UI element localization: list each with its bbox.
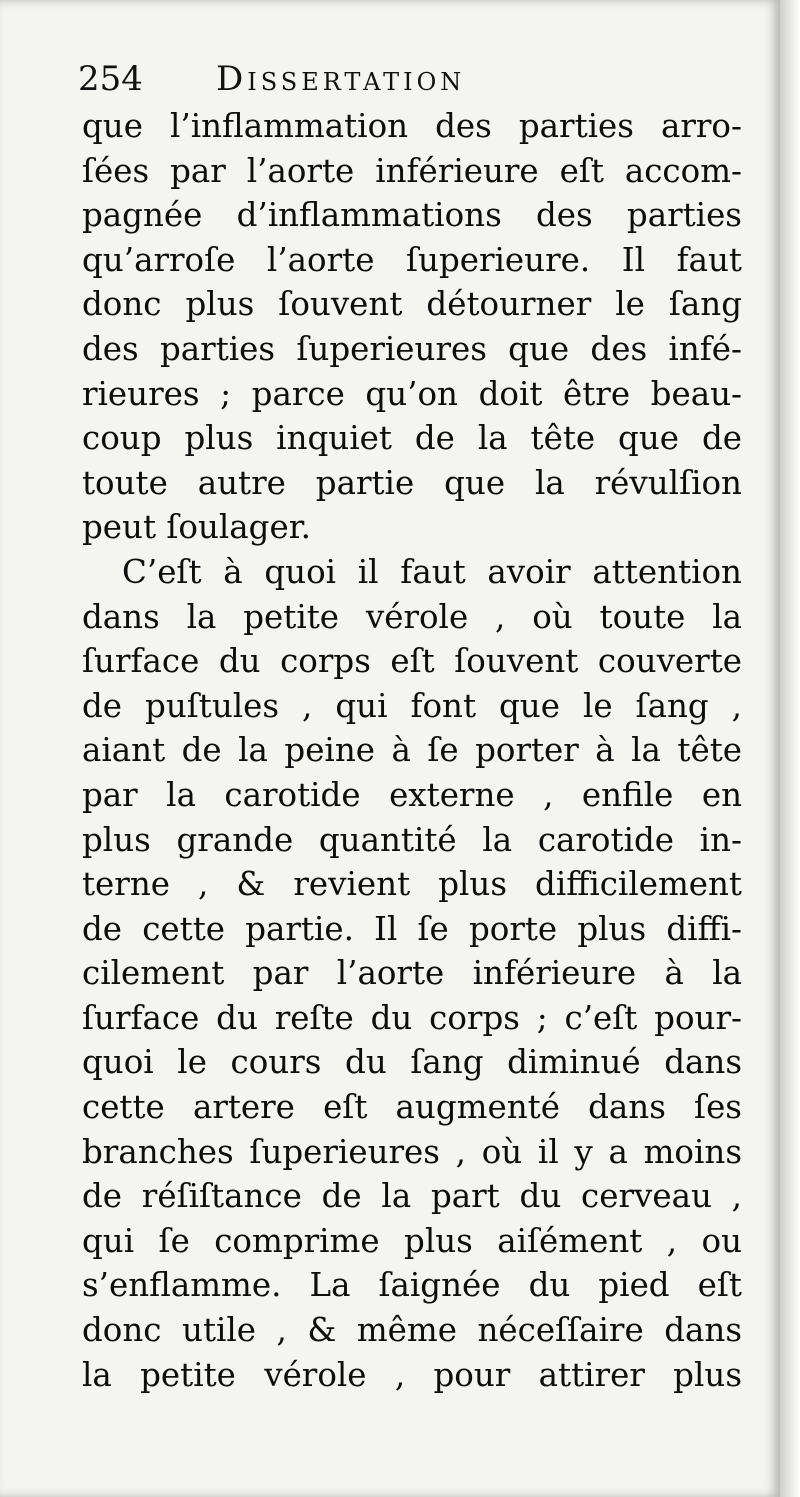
text-line: ſées par l’aorte inférieure eſt accom- xyxy=(82,151,742,190)
text-line: de cette partie. Il ſe porte plus diffi- xyxy=(82,909,742,948)
text-line: toute autre partie que la révulſion xyxy=(82,463,742,502)
text-line: des parties ſuperieures que des infé- xyxy=(82,329,742,368)
text-line: de réſiſtance de la part du cerveau , xyxy=(82,1177,742,1216)
text-line: aiant de la peine à ſe porter à la tête xyxy=(82,731,742,770)
text-line: branches ſuperieures , où il y a moins xyxy=(82,1132,742,1171)
text-line: ſurface du reſte du corps ; c’eſt pour- xyxy=(82,998,742,1037)
text-line: rieures ; parce qu’on doit être beau- xyxy=(82,374,742,413)
text-line: terne , & revient plus difficilement xyxy=(82,865,742,904)
text-line: pagnée d’inflammations des parties xyxy=(82,196,742,235)
page-header xyxy=(78,54,718,104)
paragraph-last-line: peut ſoulager. xyxy=(82,508,311,547)
text-line: quoi le cours du ſang diminué dans xyxy=(82,1043,742,1082)
text-line: donc plus ſouvent détourner le ſang xyxy=(82,285,742,324)
text-line: la petite vérole , pour attirer plus xyxy=(82,1355,742,1394)
text-line: plus grande quantité la carotide in- xyxy=(82,820,742,859)
text-line: par la carotide externe , enfile en xyxy=(82,775,742,814)
text-line: que l’inflammation des parties arro- xyxy=(82,107,742,145)
text-line: cette artere eſt augmenté dans ſes xyxy=(82,1088,742,1127)
body-text xyxy=(82,104,742,1397)
text-line: coup plus inquiet de la tête que de xyxy=(82,419,742,458)
text-line: cilement par l’aorte inférieure à la xyxy=(82,954,742,993)
page-number: 254 xyxy=(78,59,143,99)
text-line: donc utile , & même néceſſaire dans xyxy=(82,1311,742,1350)
text-line: s’enflamme. La ſaignée du pied eſt xyxy=(82,1266,742,1305)
page-edge-shadow xyxy=(780,0,800,1497)
paragraph-first-line: C’eſt à quoi il faut avoir attention xyxy=(122,552,742,591)
text-line: ſurface du corps eſt ſouvent couverte xyxy=(82,642,742,681)
text-line: qu’arroſe l’aorte ſuperieure. Il faut xyxy=(82,240,742,279)
running-head: Dissertation xyxy=(216,59,466,99)
text-line: qui ſe comprime plus aiſément , ou xyxy=(82,1221,742,1260)
text-line: de puſtules , qui font que le ſang , xyxy=(82,686,742,725)
text-line: dans la petite vérole , où toute la xyxy=(82,597,742,636)
